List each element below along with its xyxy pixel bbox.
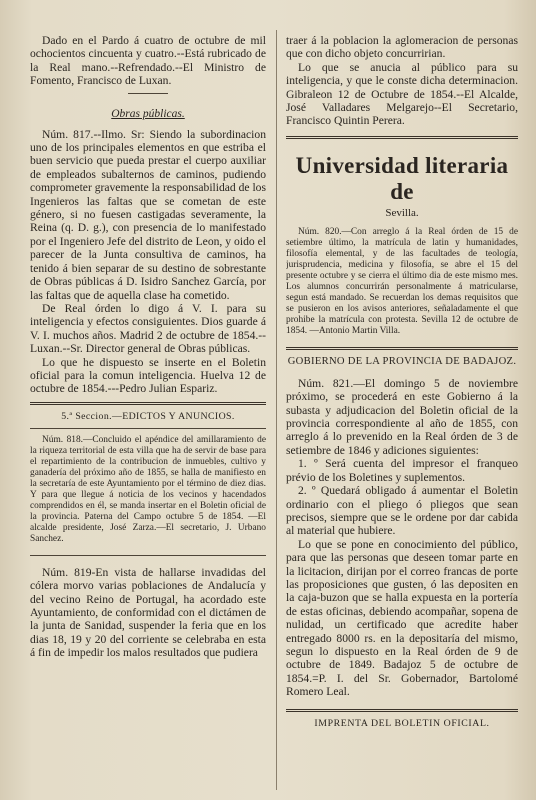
right-column: [286, 34, 518, 729]
column-divider: [276, 30, 277, 790]
university-title: Universidad literaria de: [295, 152, 509, 204]
imprenta-footer: IMPRENTA DEL BOLETIN OFICIAL.: [314, 717, 490, 729]
gob-821-item1: 1. º Será cuenta del impresor el franqueo prévio de los Boletines y suplementos.: [286, 457, 518, 484]
obras-paragraph-order: De Real órden lo digo á V. I. para su inteligencia y efectos consiguientes. Dios guarde á V. I. muchos años. Madrid 2 de octubre de 1854.--Luxan.--Sr. Director general de Obras públicas.: [30, 301, 266, 356]
short-rule: [128, 93, 168, 94]
gobierno-heading: GOBIERNO DE LA PROVINCIA DE BADAJOZ.: [287, 355, 517, 367]
obras-paragraph-insert: Lo que he dispuesto se inserte en el Boletin oficial para la comun inteligencia. Huelva 12 de octubre de 1854.---Pedro Julian Espariz.: [30, 355, 266, 396]
section-rule-thin: [30, 428, 266, 429]
left-column: [30, 34, 266, 660]
gibraleon-paragraph: Lo que se anucia al público para su inteligencia, y que le conste dicha determinacion. Gibraleon 12 de Octubre de 1854.--El Alcalde, José Valladares Melgarejo--El Secretario, Francisco Quintin Perera.: [286, 60, 518, 128]
obras-heading: Obras públicas.: [111, 107, 185, 120]
footer-rule: [286, 709, 518, 712]
university-city: Sevilla.: [385, 206, 419, 219]
edictos-heading: 5.ª Seccion.—EDICTOS Y ANUNCIOS.: [61, 410, 235, 422]
section-rule: [30, 402, 266, 405]
univ-rule: [286, 136, 518, 139]
gob-rule: [286, 347, 518, 350]
intro-paragraph: Dado en el Pardo á cuatro de octubre de mil ochocientos cincuenta y cuatro.--Está rubricado de la Real mano.--Refrendado.--El Ministro de Fomento, Francisco de Luxan.: [30, 34, 266, 88]
obras-paragraph-817: Núm. 817.--Ilmo. Sr: Siendo la subordinacion uno de los principales elementos en que estriba el buen servicio que pueda prestar el cuerpo auxiliar de empleados subalternos de caminos, pudiendo comprometer gravemente la responsabilidad de los Ingenieros las faltas que se cometan de este género, si no fuesen castigadas severamente, la Reina (q. D. g.), con presencia de lo manifestado por el Ingeniero Jefe del distrito de Leon, y oido el parecer de la Junta consultiva de caminos, ha tenido á bien separar de su destino de sobrestante de Obras públicas á D. Isidro Sanchez García, por las faltas que de aquella clase ha cometido.: [30, 127, 266, 302]
edicto-819: Núm. 819-En vista de hallarse invadidas del cólera morvo varias poblaciones de Andalucía y del vecino Reino de Portugal, ha acordado este Ayuntamiento, de conformidad con el dictámen de la junta de Sanidad, suspender la feria que en los dias 18, 19 y 20 del corriente se celebraba en esta á fin de impedir los malos resultados que pudiera: [30, 565, 266, 660]
gob-821-notice: Lo que se pone en conocimiento del público, para que las personas que deseen tomar parte en la licitacion, dirijan por el correo francas de porte las proposiciones que gusten, ó las depositen en la caja-buzon que se halla expuesta en la portería de estas oficinas, debiendo acompañar, sopena de nulidad, un certificado que acredite haber entregado 8000 rs. en la depositaría del mismo, segun lo dispuesto en la Real órden de 9 de octubre de 1849. Badajoz 5 de octubre de 1854.=P. I. del Sr. Gobernador, Bartolomé Romero Leal.: [286, 537, 518, 699]
gob-821-intro: Núm. 821.—El domingo 5 de noviembre próximo, se procederá en este Gobierno á la subasta y adjudicacion del Boletin oficial de la provincia correspondiente al año de 1855, con arreglo á lo prevenido en la Real órden de 3 de setiembre de 1846 y adiciones siguientes:: [286, 376, 518, 457]
edicto-818: Núm. 818.—Concluido el apéndice del amillaramiento de la riqueza territorial de esta villa que ha de servir de base para el repartimiento de la contribucion de inmuebles, cultivo y ganadería del próximo año de 1855, se halla de manifiesto en la secretaría de este Ayuntamiento por el término de diez dias. Y para que llegue á noticia de los vecinos y hacendados comprendidos en él, se manda insertar en el Boletin oficial de la provincia. Paterna del Campo octubre 5 de 1854. —El alcalde presidente, José Zarza.—El secretario, J. Urbano Sanchez.: [30, 434, 266, 544]
edicto-rule: [30, 555, 266, 556]
gob-821-item2: 2. º Quedará obligado á aumentar el Boletin ordinario con el pliego ó pliegos que sean precisos, siempre que se le ordene por dar cabida al material que hubiere.: [286, 484, 518, 538]
continuation-paragraph: traer á la poblacion la aglomeracion de personas que con dicho objeto concurririan.: [286, 34, 518, 61]
univ-820: Núm. 820.—Con arreglo á la Real órden de 15 de setiembre último, la matrícula de latin y humanidades, filosofía elemental, y de las facultades de teología, jurisprudencia, medicina y filosofía, se abre el 15 del presente octubre y se cierra el último dia de este mismo mes. Los alumnos concurrirán personalmente á matricularse, segun está mandado. Se recuerdan los demas requisitos que se pusieron en los avisos anteriores, señaladamente el que prohibe la matrícula con protesta. Sevilla 12 de octubre de 1854. —Antonio Martin Villa.: [286, 226, 518, 336]
